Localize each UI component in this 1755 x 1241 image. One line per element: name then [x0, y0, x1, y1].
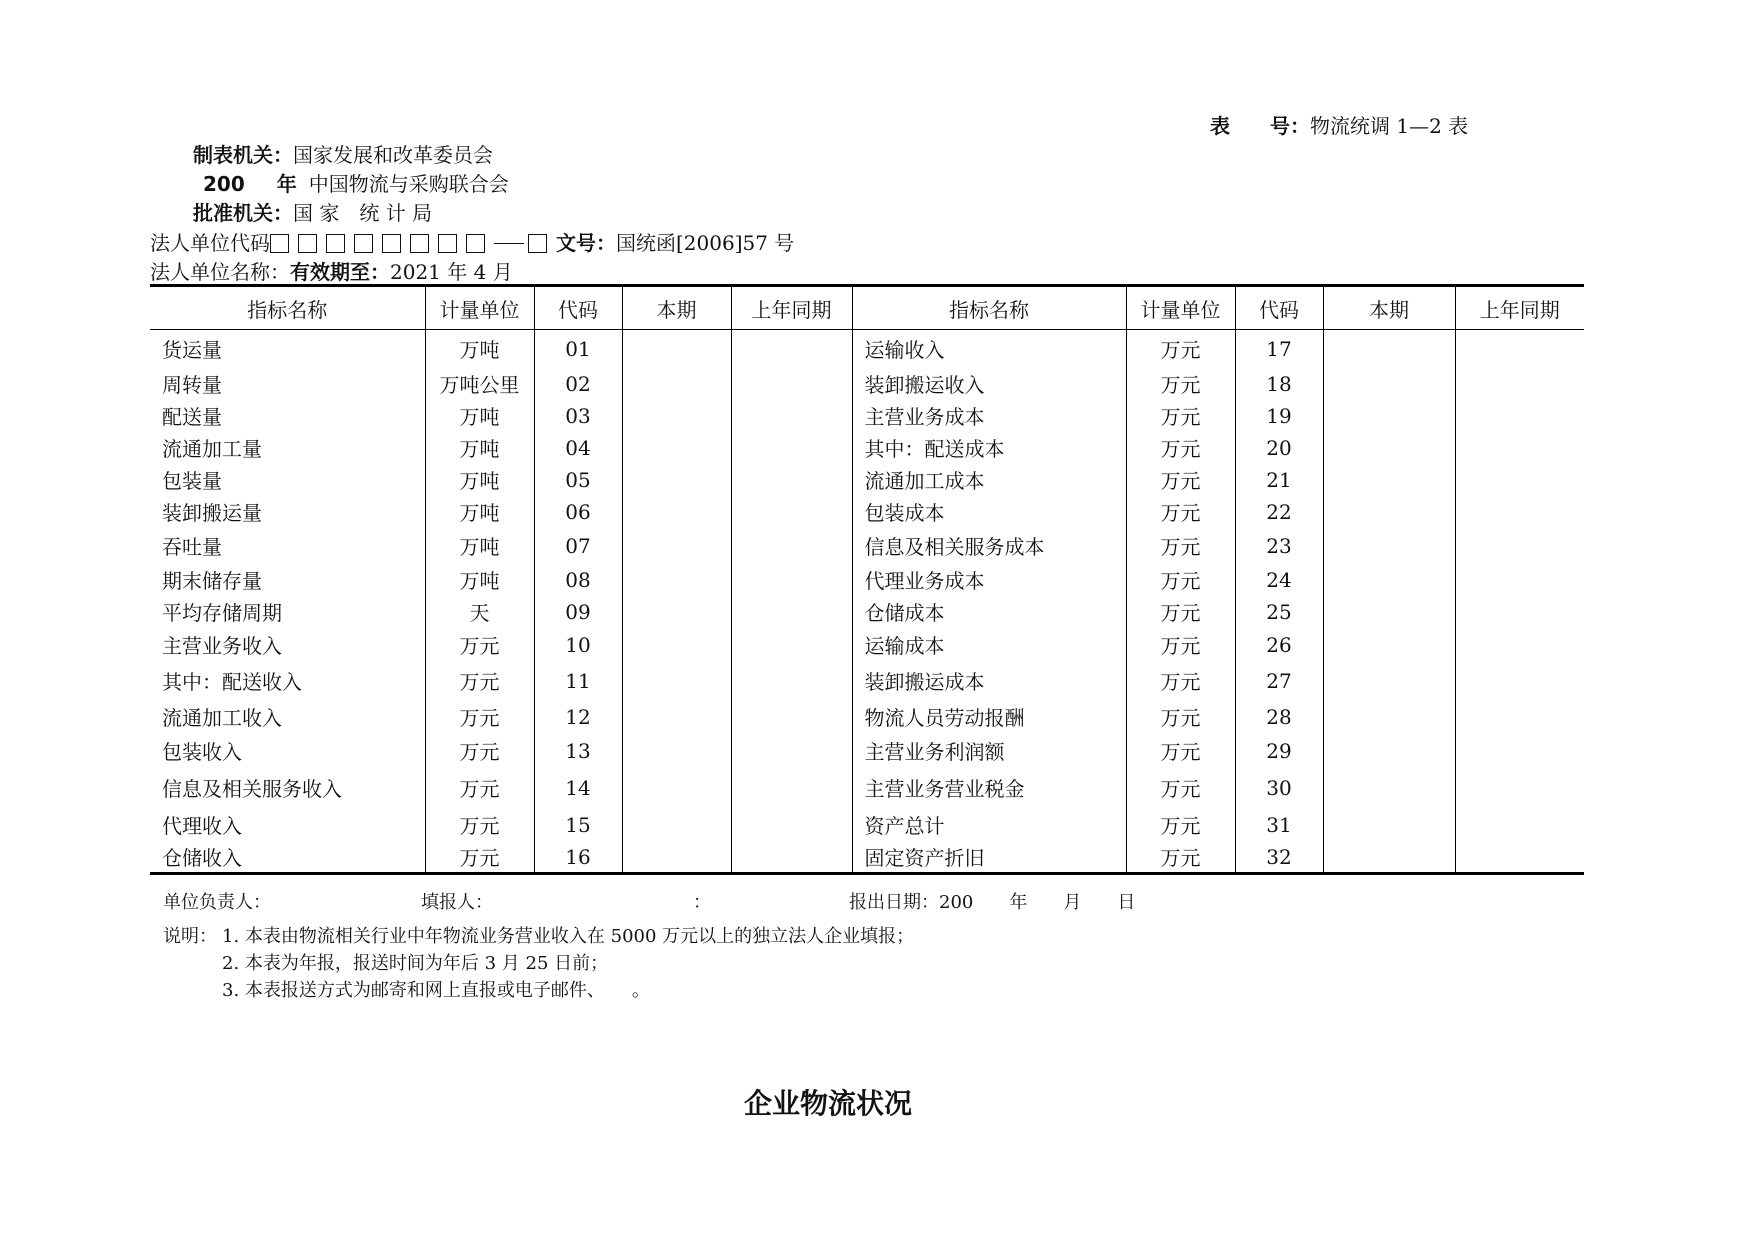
cell-prior-year[interactable]	[1455, 564, 1584, 596]
cell-prior-year[interactable]	[1455, 628, 1584, 662]
cell-prior-year[interactable]	[1455, 662, 1584, 700]
cell-unit: 万元	[1126, 400, 1235, 432]
cell-code: 11	[534, 662, 622, 700]
code-dash	[494, 243, 524, 244]
col-header-name-left: 指标名称	[150, 286, 425, 330]
cell-indicator-name: 物流人员劳动报酬	[852, 700, 1126, 734]
cell-prior-year[interactable]	[1455, 768, 1584, 808]
code-box	[298, 234, 317, 253]
cell-unit: 万元	[1126, 596, 1235, 628]
entity-code-label: 法人单位代码	[150, 231, 270, 255]
table-row	[150, 368, 1584, 400]
cell-unit: 万元	[1126, 432, 1235, 464]
cell-unit: 万元	[425, 734, 534, 768]
col-header-unit-right: 计量单位	[1126, 286, 1235, 330]
cell-code: 04	[534, 432, 622, 464]
code-box	[354, 234, 373, 253]
issuer-label: 制表机关：	[193, 143, 293, 167]
cell-prior-year[interactable]	[1455, 496, 1584, 528]
table-row	[150, 400, 1584, 432]
cell-prior-year[interactable]	[731, 528, 852, 564]
cell-indicator-name: 流通加工成本	[852, 464, 1126, 496]
cell-unit: 万元	[1126, 330, 1235, 368]
unit-responsible: 单位负责人：	[163, 892, 271, 913]
cell-indicator-name: 装卸搬运量	[162, 501, 262, 525]
cell-unit: 万吨	[425, 432, 534, 464]
table-row	[150, 734, 1584, 768]
table-header-row	[150, 286, 1584, 330]
co-issuer: 中国物流与采购联合会	[308, 172, 509, 196]
cell-prior-year[interactable]	[731, 330, 852, 368]
code-box	[410, 234, 429, 253]
cell-unit: 万吨	[425, 528, 534, 564]
entity-name-line	[150, 256, 513, 285]
cell-prior-year[interactable]	[1455, 808, 1584, 842]
year-line	[203, 168, 509, 197]
cell-code: 20	[1235, 432, 1323, 464]
cell-prior-year[interactable]	[731, 596, 852, 628]
cell-current-period[interactable]	[622, 700, 731, 734]
cell-unit: 万吨公里	[425, 368, 534, 400]
cell-current-period[interactable]	[622, 628, 731, 662]
cell-code: 21	[1235, 464, 1323, 496]
approver-value: 国 家 统 计 局	[293, 201, 433, 225]
cell-indicator-name: 包装收入	[162, 740, 242, 764]
cell-code: 17	[1235, 330, 1323, 368]
note-3: 3. 本表报送方式为邮寄和网上直报或电子邮件、 。	[222, 980, 650, 1001]
cell-current-period[interactable]	[1323, 464, 1455, 496]
cell-current-period[interactable]	[622, 432, 731, 464]
table-row	[150, 496, 1584, 528]
cell-indicator-name: 流通加工量	[162, 437, 262, 461]
cell-current-period[interactable]	[622, 596, 731, 628]
cell-unit: 万吨	[425, 330, 534, 368]
table-row	[150, 768, 1584, 808]
cell-unit: 万元	[425, 808, 534, 842]
cell-prior-year[interactable]	[731, 734, 852, 768]
table-row	[150, 662, 1584, 700]
entity-code-boxes	[270, 231, 556, 255]
cell-unit: 万元	[1126, 734, 1235, 768]
cell-code: 16	[534, 842, 622, 874]
cell-current-period[interactable]	[1323, 768, 1455, 808]
cell-code: 09	[534, 596, 622, 628]
cell-current-period[interactable]	[1323, 496, 1455, 528]
cell-prior-year[interactable]	[731, 842, 852, 874]
note-2: 2. 本表为年报，报送时间为年后 3 月 25 日前；	[222, 953, 609, 974]
cell-unit: 万元	[425, 662, 534, 700]
cell-unit: 万元	[1126, 464, 1235, 496]
cell-indicator-name: 期末储存量	[162, 569, 262, 593]
filler: 填报人：	[421, 892, 493, 913]
cell-prior-year[interactable]	[1455, 464, 1584, 496]
cell-code: 08	[534, 564, 622, 596]
col-header-unit-left: 计量单位	[425, 286, 534, 330]
cell-indicator-name: 信息及相关服务收入	[162, 777, 342, 801]
cell-indicator-name: 货运量	[162, 338, 222, 363]
cell-current-period[interactable]	[1323, 368, 1455, 400]
cell-prior-year[interactable]	[731, 400, 852, 432]
table-row	[150, 842, 1584, 874]
cell-unit: 万元	[1126, 496, 1235, 528]
cell-current-period[interactable]	[1323, 564, 1455, 596]
cell-prior-year[interactable]	[1455, 734, 1584, 768]
table-row	[150, 464, 1584, 496]
cell-unit: 天	[425, 596, 534, 628]
code-box	[382, 234, 401, 253]
cell-unit: 万元	[425, 700, 534, 734]
cell-current-period[interactable]	[1323, 808, 1455, 842]
table-row	[150, 432, 1584, 464]
cell-current-period[interactable]	[1323, 700, 1455, 734]
valid-until-label: 有效期至：	[290, 260, 390, 284]
cell-indicator-name: 其中：配送收入	[162, 670, 302, 694]
cell-code: 12	[534, 700, 622, 734]
cell-prior-year[interactable]	[1455, 596, 1584, 628]
cell-current-period[interactable]	[622, 330, 731, 368]
cell-indicator-name: 运输成本	[852, 628, 1126, 662]
cell-indicator-name: 装卸搬运收入	[852, 368, 1126, 400]
code-box	[466, 234, 485, 253]
cell-prior-year[interactable]	[731, 464, 852, 496]
cell-prior-year[interactable]	[731, 432, 852, 464]
cell-indicator-name: 装卸搬运成本	[852, 662, 1126, 700]
approver	[193, 197, 432, 226]
cell-code: 30	[1235, 768, 1323, 808]
cell-indicator-name: 包装量	[162, 469, 222, 493]
cell-code: 18	[1235, 368, 1323, 400]
col-header-code-right: 代码	[1235, 286, 1323, 330]
cell-current-period[interactable]	[1323, 528, 1455, 564]
cell-indicator-name: 代理业务成本	[852, 564, 1126, 596]
logistics-indicator-table	[150, 284, 1584, 875]
cell-unit: 万元	[425, 628, 534, 662]
table-row	[150, 808, 1584, 842]
cell-indicator-name: 主营业务利润额	[852, 734, 1126, 768]
cell-indicator-name: 平均存储周期	[162, 601, 282, 625]
cell-current-period[interactable]	[1323, 330, 1455, 368]
cell-unit: 万元	[425, 768, 534, 808]
cell-unit: 万元	[425, 842, 534, 874]
cell-indicator-name: 固定资产折旧	[852, 842, 1126, 874]
cell-current-period[interactable]	[622, 768, 731, 808]
cell-prior-year[interactable]	[731, 700, 852, 734]
cell-unit: 万元	[1126, 528, 1235, 564]
approver-label: 批准机关：	[193, 201, 293, 225]
cell-current-period[interactable]	[622, 734, 731, 768]
page-title: 企业物流状况	[744, 1087, 913, 1120]
cell-prior-year[interactable]	[1455, 700, 1584, 734]
cell-code: 07	[534, 528, 622, 564]
cell-current-period[interactable]	[622, 368, 731, 400]
cell-prior-year[interactable]	[1455, 400, 1584, 432]
cell-prior-year[interactable]	[731, 768, 852, 808]
cell-current-period[interactable]	[622, 842, 731, 874]
cell-unit: 万元	[1126, 768, 1235, 808]
col-header-current-right: 本期	[1323, 286, 1455, 330]
table-body	[150, 330, 1584, 874]
cell-code: 14	[534, 768, 622, 808]
table-row	[150, 564, 1584, 596]
cell-unit: 万吨	[425, 496, 534, 528]
cell-unit: 万吨	[425, 464, 534, 496]
cell-code: 31	[1235, 808, 1323, 842]
cell-indicator-name: 流通加工收入	[162, 706, 282, 730]
col-header-name-right: 指标名称	[852, 286, 1126, 330]
table-row	[150, 528, 1584, 564]
cell-prior-year[interactable]	[731, 496, 852, 528]
cell-prior-year[interactable]	[731, 564, 852, 596]
cell-code: 23	[1235, 528, 1323, 564]
cell-prior-year[interactable]	[731, 662, 852, 700]
cell-code: 03	[534, 400, 622, 432]
year-suffix: 年	[276, 172, 297, 196]
cell-indicator-name: 配送量	[162, 405, 222, 429]
issuer-value: 国家发展和改革委员会	[293, 143, 493, 167]
cell-unit: 万元	[1126, 628, 1235, 662]
col-header-current-left: 本期	[622, 286, 731, 330]
cell-code: 28	[1235, 700, 1323, 734]
cell-unit: 万吨	[425, 564, 534, 596]
cell-unit: 万元	[1126, 662, 1235, 700]
cell-code: 26	[1235, 628, 1323, 662]
doc-number-label: 文号：	[556, 231, 616, 255]
cell-current-period[interactable]	[622, 400, 731, 432]
cell-code: 29	[1235, 734, 1323, 768]
cell-indicator-name: 仓储成本	[852, 596, 1126, 628]
note-1: 1. 本表由物流相关行业中年物流业务营业收入在 5000 万元以上的独立法人企业填报；	[222, 926, 915, 947]
doc-number-value: 国统函[2006]57 号	[616, 231, 795, 255]
code-box	[326, 234, 345, 253]
cell-indicator-name: 仓储收入	[162, 846, 242, 871]
cell-unit: 万元	[1126, 368, 1235, 400]
cell-indicator-name: 主营业务收入	[162, 634, 282, 658]
cell-indicator-name: 包装成本	[852, 496, 1126, 528]
cell-current-period[interactable]	[622, 496, 731, 528]
cell-current-period[interactable]	[1323, 628, 1455, 662]
cell-prior-year[interactable]	[1455, 528, 1584, 564]
col-header-prior-right: 上年同期	[1455, 286, 1584, 330]
cell-indicator-name: 信息及相关服务成本	[852, 528, 1126, 564]
cell-indicator-name: 其中：配送成本	[852, 432, 1126, 464]
form-number	[1210, 110, 1468, 139]
cell-indicator-name: 主营业务营业税金	[852, 768, 1126, 808]
cell-code: 06	[534, 496, 622, 528]
note-label: 说明：	[163, 926, 217, 947]
cell-current-period[interactable]	[622, 464, 731, 496]
cell-code: 19	[1235, 400, 1323, 432]
cell-prior-year[interactable]	[1455, 368, 1584, 400]
cell-code: 24	[1235, 564, 1323, 596]
cell-code: 27	[1235, 662, 1323, 700]
form-number-label: 表 号：	[1210, 114, 1310, 138]
cell-code: 05	[534, 464, 622, 496]
cell-current-period[interactable]	[1323, 432, 1455, 464]
cell-prior-year[interactable]	[1455, 842, 1584, 874]
cell-unit: 万元	[1126, 700, 1235, 734]
table-row	[150, 596, 1584, 628]
code-box	[438, 234, 457, 253]
cell-current-period[interactable]	[1323, 734, 1455, 768]
entity-name-label: 法人单位名称：	[150, 260, 290, 284]
cell-code: 15	[534, 808, 622, 842]
cell-current-period[interactable]	[1323, 662, 1455, 700]
cell-indicator-name: 主营业务成本	[852, 400, 1126, 432]
cell-code: 13	[534, 734, 622, 768]
cell-unit: 万元	[1126, 808, 1235, 842]
cell-current-period[interactable]	[622, 564, 731, 596]
issuer	[193, 139, 493, 168]
year-prefix: 200	[203, 172, 245, 196]
cell-current-period[interactable]	[622, 528, 731, 564]
cell-indicator-name: 代理收入	[162, 814, 242, 838]
cell-code: 01	[534, 330, 622, 368]
col-header-code-left: 代码	[534, 286, 622, 330]
report-date: 报出日期：200 年 月 日	[849, 892, 1136, 913]
cell-indicator-name: 吞吐量	[162, 535, 222, 559]
cell-code: 22	[1235, 496, 1323, 528]
cell-code: 32	[1235, 842, 1323, 874]
cell-indicator-name: 运输收入	[852, 330, 1126, 368]
cell-unit: 万元	[1126, 842, 1235, 874]
entity-code-line	[150, 227, 794, 256]
cell-code: 10	[534, 628, 622, 662]
cell-prior-year[interactable]	[1455, 432, 1584, 464]
cell-indicator-name: 资产总计	[852, 808, 1126, 842]
form-number-value: 物流统调 1—2 表	[1310, 114, 1469, 138]
cell-prior-year[interactable]	[731, 628, 852, 662]
cell-current-period[interactable]	[1323, 596, 1455, 628]
cell-unit: 万吨	[425, 400, 534, 432]
cell-code: 02	[534, 368, 622, 400]
cell-current-period[interactable]	[1323, 400, 1455, 432]
code-box-check	[528, 234, 547, 253]
cell-code: 25	[1235, 596, 1323, 628]
cell-unit: 万元	[1126, 564, 1235, 596]
cell-current-period[interactable]	[1323, 842, 1455, 874]
valid-until-value: 2021 年 4 月	[390, 260, 513, 284]
cell-indicator-name: 周转量	[162, 373, 222, 397]
code-box	[270, 234, 289, 253]
table-row	[150, 330, 1584, 368]
table-row	[150, 700, 1584, 734]
cell-current-period[interactable]	[622, 808, 731, 842]
filler-colon: ：	[693, 892, 711, 913]
table-row	[150, 628, 1584, 662]
cell-prior-year[interactable]	[1455, 330, 1584, 368]
cell-current-period[interactable]	[622, 662, 731, 700]
col-header-prior-left: 上年同期	[731, 286, 852, 330]
cell-prior-year[interactable]	[731, 808, 852, 842]
cell-prior-year[interactable]	[731, 368, 852, 400]
